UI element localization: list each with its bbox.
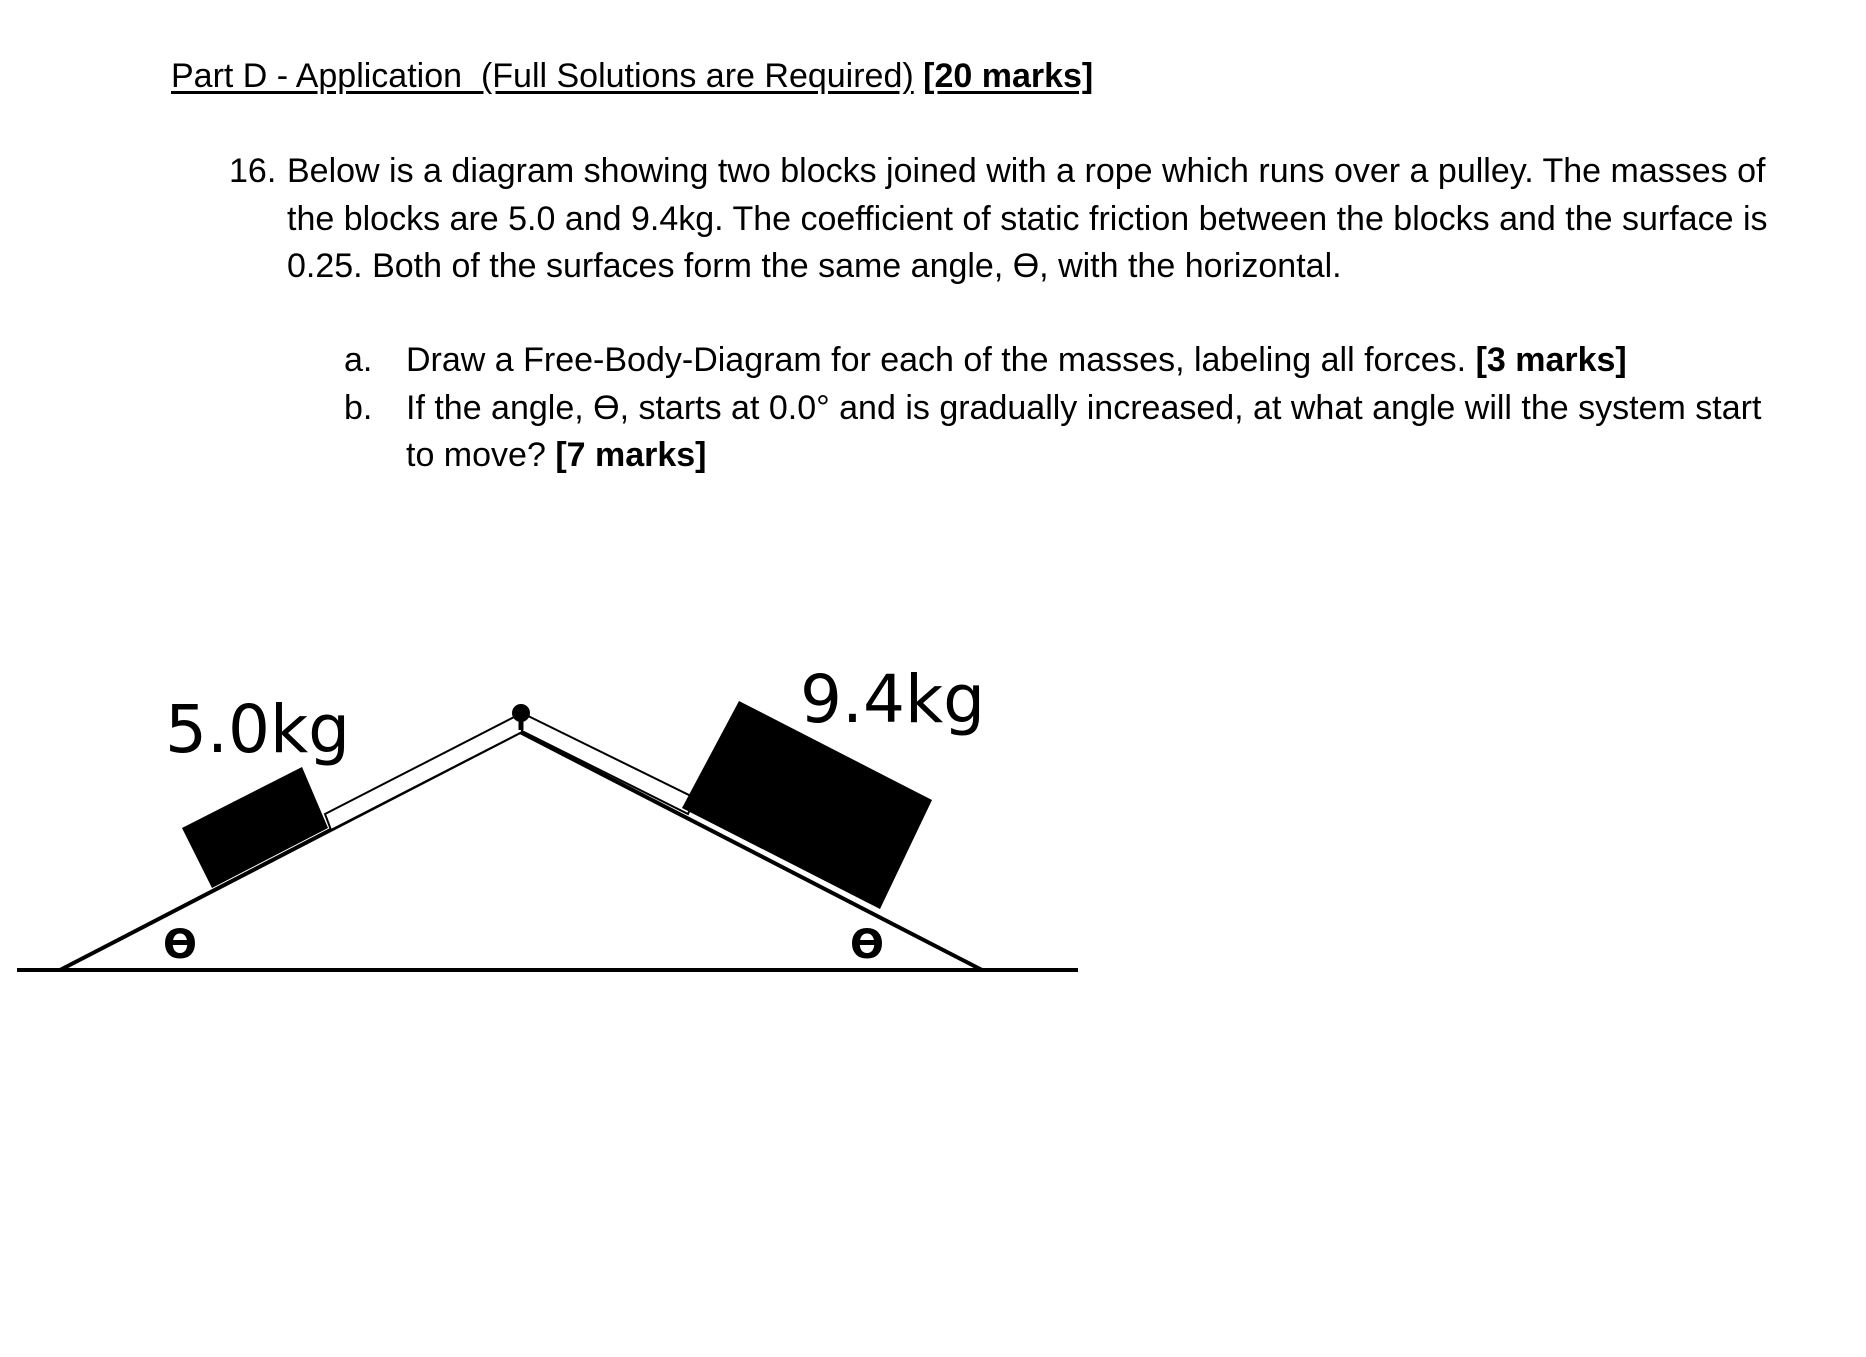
question-number: 16.	[229, 152, 277, 190]
part-label: a.	[344, 341, 373, 379]
section-note: (Full Solutions are Required)	[480, 57, 914, 95]
part-text: If the angle, ϴ, starts at 0.0° and is gradually increased, at what angle will the system start to move?	[406, 388, 1762, 474]
section-heading	[171, 54, 1093, 98]
left-mass-label: 5.0kg	[165, 691, 351, 768]
question-part-a	[344, 337, 1784, 385]
part-label: b.	[344, 388, 373, 427]
left-rope	[325, 713, 524, 830]
left-angle-label: ϴ	[163, 922, 198, 968]
part-marks: [7 marks]	[555, 436, 707, 474]
right-angle-label: ϴ	[850, 922, 885, 968]
section-title: Part D - Application	[171, 57, 463, 95]
question-16	[229, 148, 1769, 291]
right-rope	[520, 712, 695, 814]
question-text: Below is a diagram showing two blocks joined with a rope which runs over a pulley. The masses of the blocks are 5.0 and 9.4kg. The coefficient of static friction between the blocks and the surface is 0.25. Both of the surfaces form the same angle, ϴ, with the horizontal.	[287, 152, 1768, 285]
section-marks: [20 marks]	[923, 57, 1094, 95]
part-marks: [3 marks]	[1475, 341, 1627, 379]
right-mass-label: 9.4kg	[800, 661, 986, 738]
question-parts	[344, 337, 1784, 480]
question-part-b	[344, 385, 1784, 480]
part-text: Draw a Free-Body-Diagram for each of the masses, labeling all forces.	[406, 341, 1467, 379]
incline-pulley-diagram	[0, 640, 1100, 1000]
